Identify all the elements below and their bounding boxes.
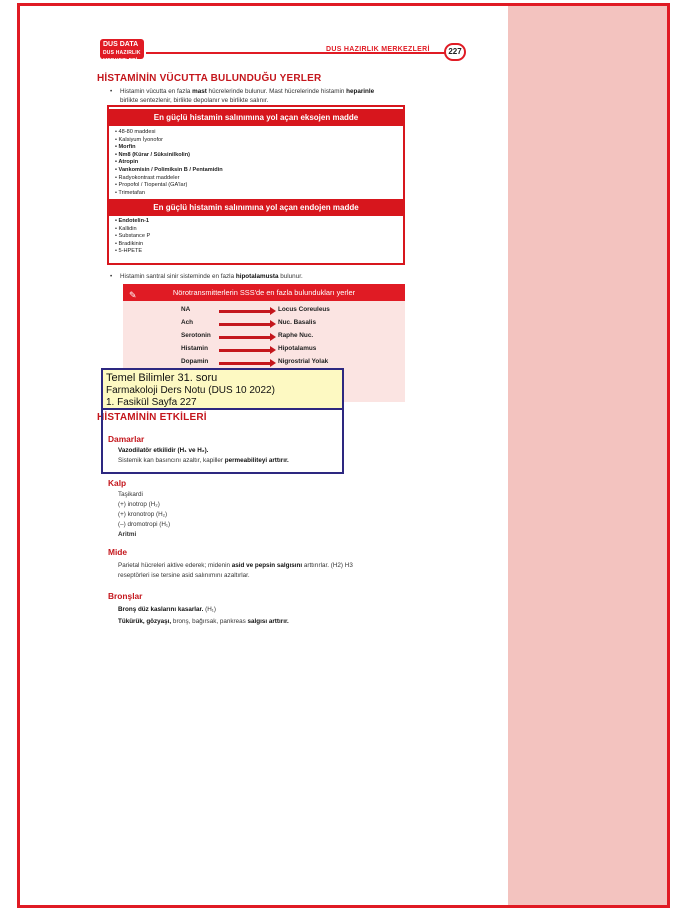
endogenous-header: En güçlü histamin salınımına yol açan endojen madde [109,199,403,216]
neurotransmitter-name: Ach [181,319,194,326]
arrow-right-icon [219,349,271,352]
neurotransmitter-title: Nörotransmitterlerin SSS'de en fazla bulundukları yerler [172,288,356,297]
reference-annotation [101,368,344,474]
document-page [20,6,508,905]
header-brand: DUS HAZIRLIK MERKEZLERİ [326,46,430,53]
annotation-source: Farmakoloji Ders Notu (DUS 10 2022) [106,385,275,396]
bronslar-text: Bronş düz kaslarını kasarlar. (H₁) Tükürük, gözyaşı, bronş, bağırsak, pankreas salgısı arttırır. [118,606,289,625]
arrow-right-icon [219,310,271,313]
syringe-icon: ✎ [129,290,137,300]
dus-data-logo [100,39,144,64]
arrow-right-icon [219,336,271,339]
exo-item: • Radyokontrast maddeler [115,175,223,183]
kalp-line: Taşikardi [118,491,143,498]
kalp-line: (+) inotrop (H₂) [118,501,160,508]
exo-item: • Nm8 (Kürar / Süksinilkolin) [115,152,223,160]
damarlar-text: Vazodilatör etkilidir (H₁ ve H₂). Sistemik kan basıncını azaltır, kapiller permeabiliteyi arttırır. [118,447,289,464]
exo-item: • Trimetafan [115,190,223,198]
brain-region: Raphe Nuc. [278,332,314,339]
annotation-label [103,370,342,410]
subheading-damarlar: Damarlar [108,434,145,444]
neurotransmitter-name: Histamin [181,345,208,352]
bullet-cns-location: • Histamin santral sinir sisteminde en fazla hipotalamusta bulunur. [110,273,303,280]
brain-region: Hipotalamus [278,345,317,352]
mide-text: Parietal hücreleri aktive ederek; midenin asid ve pepsin salgısını arttırırlar. (H2) H3 reseptörleri ise tersine asid salınımını azaltırlar. [118,562,353,579]
exogenous-header: En güçlü histamin salınımına yol açan eksojen madde [109,109,403,126]
neurotransmitter-name: NA [181,306,191,313]
bullet-dot: • [110,273,113,280]
subheading-mide: Mide [108,547,128,557]
kalp-line: Aritmi [118,531,137,538]
exo-item: • Propofol / Tiopental (GA'lar) [115,182,223,190]
endo-item: • Bradikinin [115,241,150,249]
exo-item: • Kalsiyum İyonofor [115,137,223,145]
logo-text: DUS DATA [103,41,139,48]
neurotransmitter-name: Serotonin [181,332,211,339]
arrow-right-icon [219,362,271,365]
logo-subtext: DUS HAZIRLIK MERKEZLERİ [103,50,141,64]
arrow-right-icon [219,323,271,326]
endo-item: • Kallidin [115,226,150,234]
brain-region: Nigrostrial Yolak [278,358,329,365]
neurotransmitter-name: Dopamin [181,358,209,365]
endogenous-list [115,218,150,256]
exo-item: • Morfin [115,144,223,152]
endo-item: • 5-HPETE [115,248,150,256]
endo-item: • Substance P [115,233,150,241]
kalp-text [118,490,318,540]
section-title-locations: HİSTAMİNİN VÜCUTTA BULUNDUĞU YERLER [97,73,322,84]
subheading-bronslar: Bronşlar [108,591,143,601]
page-number: 227 [444,43,466,61]
annotation-question: Temel Bilimler 31. soru [106,372,218,384]
kalp-line: (–) dromotropi (H₁) [118,521,171,528]
histamine-release-table [107,105,405,265]
neurotransmitter-row [123,306,405,318]
kalp-line: (+) kronotrop (H₂) [118,511,168,518]
subheading-kalp: Kalp [108,478,127,488]
neurotransmitter-row [123,345,405,357]
neurotransmitter-row [123,332,405,344]
bullet-mast-cells: • Histamin vücutta en fazla mast hücrelerinde bulunur. Mast hücrelerinde histamin heparinle birlikte sentezlenir, birlikte depolanır ve birlikte salınır. [110,88,375,104]
exogenous-list [115,129,223,197]
neurotransmitter-header [123,284,405,301]
brain-region: Locus Coreuleus [278,306,330,313]
exo-item: • Vankomisin / Polimiksin B / Pentamidin [115,167,223,175]
side-panel [508,6,670,905]
exo-item: • 48-80 maddesi [115,129,223,137]
page-frame [17,3,670,908]
brain-region: Nuc. Basalis [278,319,317,326]
bullet-dot: • [110,88,113,95]
section-title-effects: HİSTAMİNİN ETKİLERİ [97,412,207,423]
exo-item: • Atropin [115,159,223,167]
neurotransmitter-row [123,319,405,331]
annotation-page: 1. Fasikül Sayfa 227 [106,397,197,408]
endo-item: • Endotelin-1 [115,218,150,226]
